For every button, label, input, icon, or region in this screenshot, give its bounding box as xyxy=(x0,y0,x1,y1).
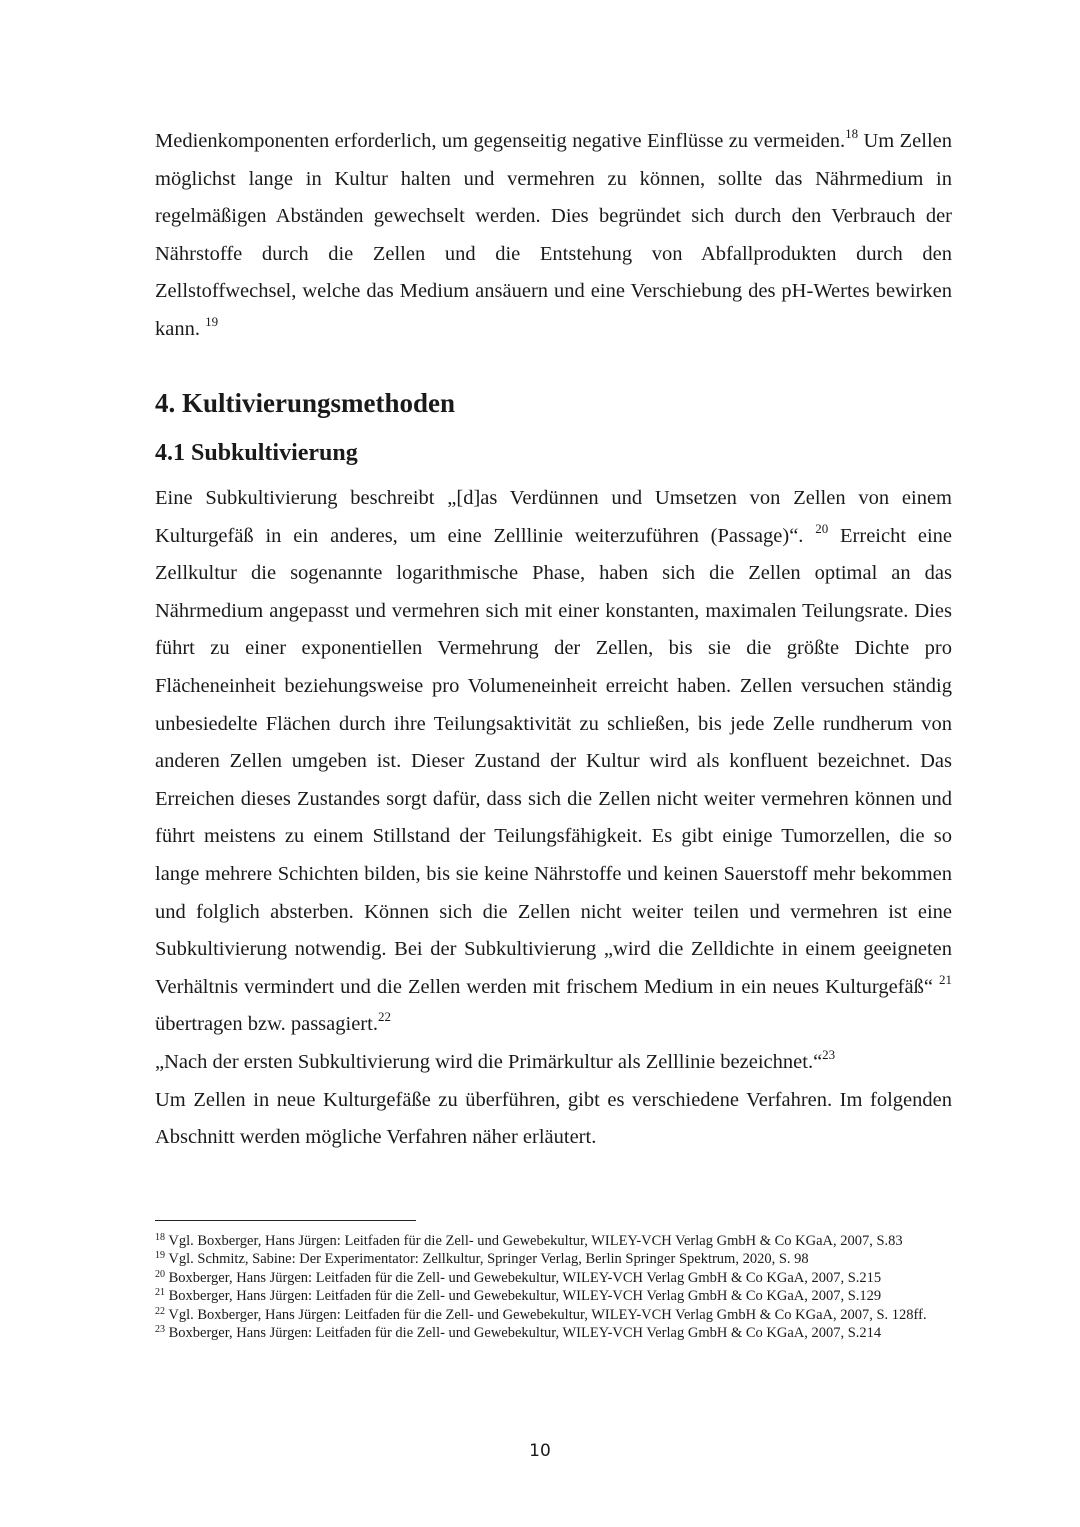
paragraph-text: Eine Subkultivierung beschreibt „[d]as Verdünnen und Umsetzen von Zellen von einem Kulturgefäß in ein anderes, um eine Zelllinie weiterzuführen (Passage)“. xyxy=(155,487,952,547)
footnote-number: 21 xyxy=(155,1287,165,1299)
footnote xyxy=(155,1324,952,1342)
footnote xyxy=(155,1269,952,1287)
footnote-ref[interactable]: 22 xyxy=(377,1009,391,1025)
footnote-text: Boxberger, Hans Jürgen: Leitfaden für die Zell- und Gewebekultur, WILEY-VCH Verlag GmbH & Co KGaA, 2007, S.214 xyxy=(168,1325,882,1342)
footnote-number: 22 xyxy=(155,1305,165,1317)
footnote xyxy=(155,1287,952,1305)
footnote-text: Vgl. Boxberger, Hans Jürgen: Leitfaden für die Zell- und Gewebekultur, WILEY-VCH Verlag GmbH & Co KGaA, 2007, S.83 xyxy=(168,1233,903,1249)
footnote-separator xyxy=(155,1220,416,1221)
footnote xyxy=(155,1232,952,1250)
footnote-ref[interactable]: 21 xyxy=(939,971,952,987)
footnote-ref[interactable]: 23 xyxy=(822,1046,836,1062)
section-body xyxy=(155,480,952,1157)
footnote-number: 18 xyxy=(155,1232,165,1243)
footnote-text: Boxberger, Hans Jürgen: Leitfaden für die Zell- und Gewebekultur, WILEY-VCH Verlag GmbH & Co KGaA, 2007, S.129 xyxy=(168,1288,882,1305)
footnote-text: Vgl. Schmitz, Sabine: Der Experimentator: Zellkultur, Springer Verlag, Berlin Springer Spektrum, 2020, S. 98 xyxy=(168,1251,809,1268)
footnote xyxy=(155,1306,952,1324)
quote-text: „Nach der ersten Subkultivierung wird die Primärkultur als Zelllinie bezeichnet.“ xyxy=(155,1050,823,1073)
footnote-ref[interactable]: 19 xyxy=(205,313,219,329)
paragraph-text: Erreicht eine Zellkultur die sogenannte logarithmische Phase, haben sich die Zellen optimal an das Nährmedium angepasst und vermehren sich mit einer konstanten, maximalen Teilungsrate. Dies führt zu einer exponentiellen Vermehrung der Zellen, bis sie die größte Dichte pro Flächeneinheit beziehungsweise pro Volumeneinheit erreicht haben. Zellen versuchen ständig unbesiedelte Flächen durch ihre Teilungsaktivität zu schließen, bis jede Zelle rundherum von anderen Zellen umgeben ist. Dieser Zustand der Kultur wird als konfluent bezeichnet. Das Erreichen dieses Zustandes sorgt dafür, dass sich die Zellen nicht weiter vermehren können und führt meistens zu einem Stillstand der Teilungsfähigkeit. Es gibt einige Tumorzellen, die so lange mehrere Schichten bilden, bis sie keine Nährstoffe und keinen Sauerstoff mehr bekommen und folglich absterben. Können sich die Zellen nicht weiter teilen und vermehren ist eine Subkultivierung notwendig. Bei der Subkultivierung „wird die Zelldichte in einem geeigneten Verhältnis vermindert und die Zellen werden mit frischem Medium in ein neues Kulturgefäß“ xyxy=(155,524,952,998)
paragraph-text: Um Zellen möglichst lange in Kultur halten und vermehren zu können, sollte das Nährmedium in regelmäßigen Abständen gewechselt werden. Dies begründet sich durch den Verbrauch der Nährstoffe durch die Zellen und die Entstehung von Abfallprodukten durch den Zellstoffwechsel, welche das Medium ansäuern und eine Verschiebung des pH-Wertes bewirken kann. xyxy=(155,130,952,340)
page-number: 10 xyxy=(529,1441,551,1461)
footnote-ref[interactable]: 20 xyxy=(815,520,829,536)
footnote-number: 19 xyxy=(155,1250,165,1262)
footnote-number: 20 xyxy=(155,1268,165,1280)
section-heading: 4. Kultivierungsmethoden xyxy=(155,388,456,418)
footnote-text: Vgl. Boxberger, Hans Jürgen: Leitfaden für die Zell- und Gewebekultur, WILEY-VCH Verlag GmbH & Co KGaA, 2007, S. 128ff. xyxy=(168,1306,927,1323)
footnote-text: Boxberger, Hans Jürgen: Leitfaden für die Zell- und Gewebekultur, WILEY-VCH Verlag GmbH & Co KGaA, 2007, S.215 xyxy=(168,1269,882,1286)
footnote xyxy=(155,1250,952,1268)
footnote-number: 23 xyxy=(155,1324,165,1336)
paragraph-text: übertragen bzw. passagiert. xyxy=(155,1013,378,1036)
footnote-ref[interactable]: 18 xyxy=(845,126,859,141)
top-paragraph xyxy=(155,123,952,349)
subsection-heading: 4.1 Subkultivierung xyxy=(155,440,358,466)
paragraph-text: Um Zellen in neue Kulturgefäße zu überführen, gibt es verschiedene Verfahren. Im folgenden Abschnitt werden mögliche Verfahren näher erläutert. xyxy=(155,1088,952,1149)
footnotes xyxy=(155,1232,952,1342)
paragraph-text: Medienkomponenten erforderlich, um gegenseitig negative Einflüsse zu vermeiden. xyxy=(155,130,846,152)
